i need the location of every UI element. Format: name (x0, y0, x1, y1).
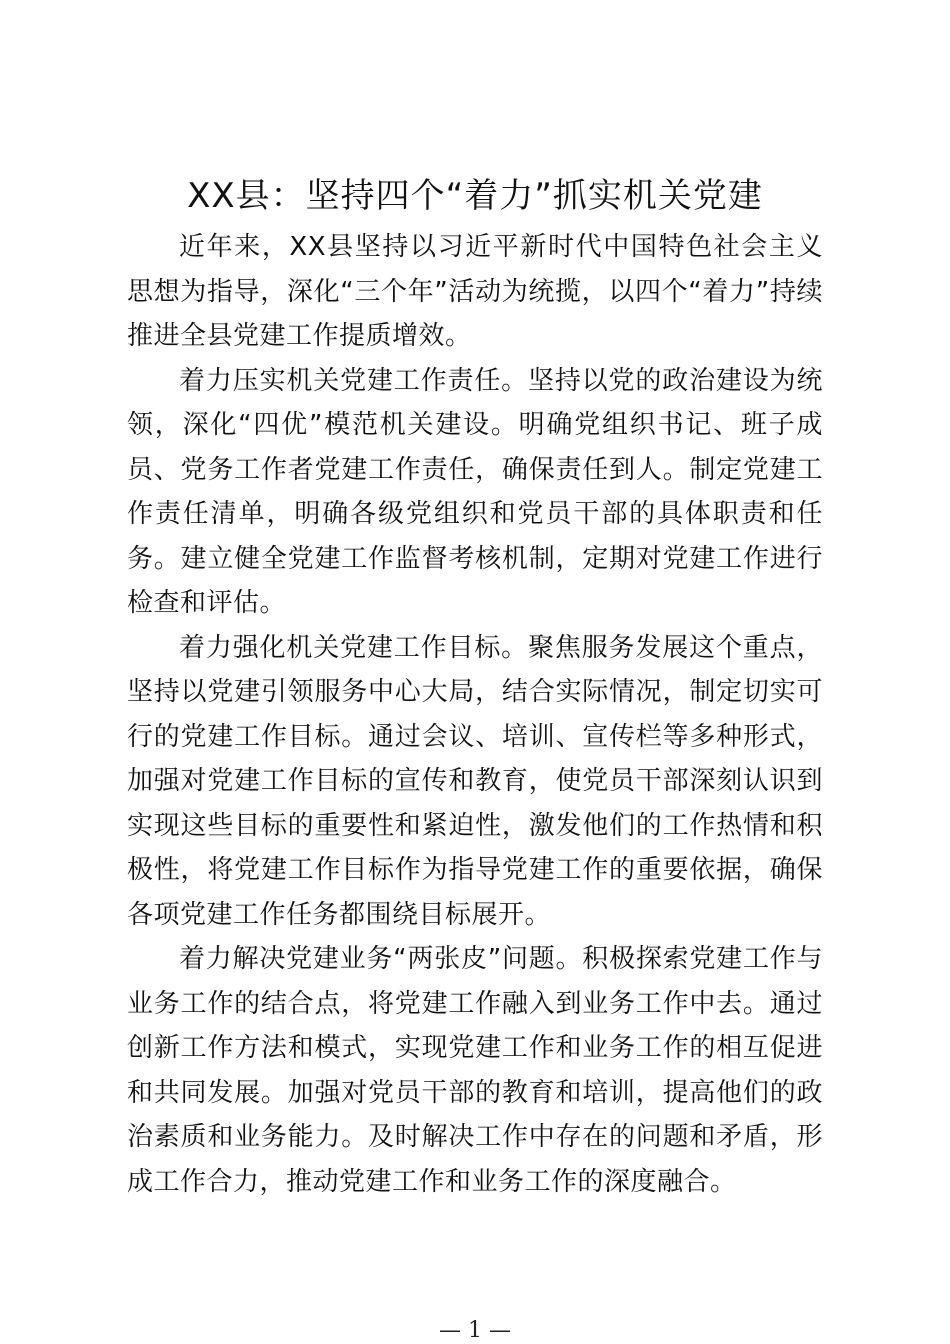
paragraph-integration: 着力解决党建业务“两张皮”问题。积极探索党建工作与业务工作的结合点，将党建工作融入到业务工作中去。通过创新工作方法和模式，实现党建工作和业务工作的相互促进和共同发展。加强对党员干部的教育和培训，提高他们的政治素质和业务能力。及时解决工作中存在的问题和矛盾，形成工作合力，推动党建工作和业务工作的深度融合。 (127, 944, 823, 1197)
paragraph-goals: 着力强化机关党建工作目标。聚焦服务发展这个重点，坚持以党建引领服务中心大局，结合实际情况，制定切实可行的党建工作目标。通过会议、培训、宣传栏等多种形式，加强对党建工作目标的宣传和教育，使党员干部深刻认识到实现这些目标的重要性和紧迫性，激发他们的工作热情和积极性，将党建工作目标作为指导党建工作的重要依据，确保各项党建工作任务都围绕目标展开。 (127, 632, 823, 930)
document-body (127, 225, 823, 1204)
paragraph-responsibility: 着力压实机关党建工作责任。坚持以党的政治建设为统领，深化“四优”模范机关建设。明确党组织书记、班子成员、党务工作者党建工作责任，确保责任到人。制定党建工作责任清单，明确各级党组织和党员干部的具体职责和任务。建立健全党建工作监督考核机制，定期对党建工作进行检查和评估。 (127, 365, 823, 618)
document-title: XX县：坚持四个“着力”抓实机关党建 (187, 176, 763, 216)
paragraph-intro: 近年来，XX县坚持以习近平新时代中国特色社会主义思想为指导，深化“三个年”活动为统揽，以四个“着力”持续推进全县党建工作提质增效。 (127, 232, 823, 351)
page-number: — 1 — (439, 1318, 511, 1343)
